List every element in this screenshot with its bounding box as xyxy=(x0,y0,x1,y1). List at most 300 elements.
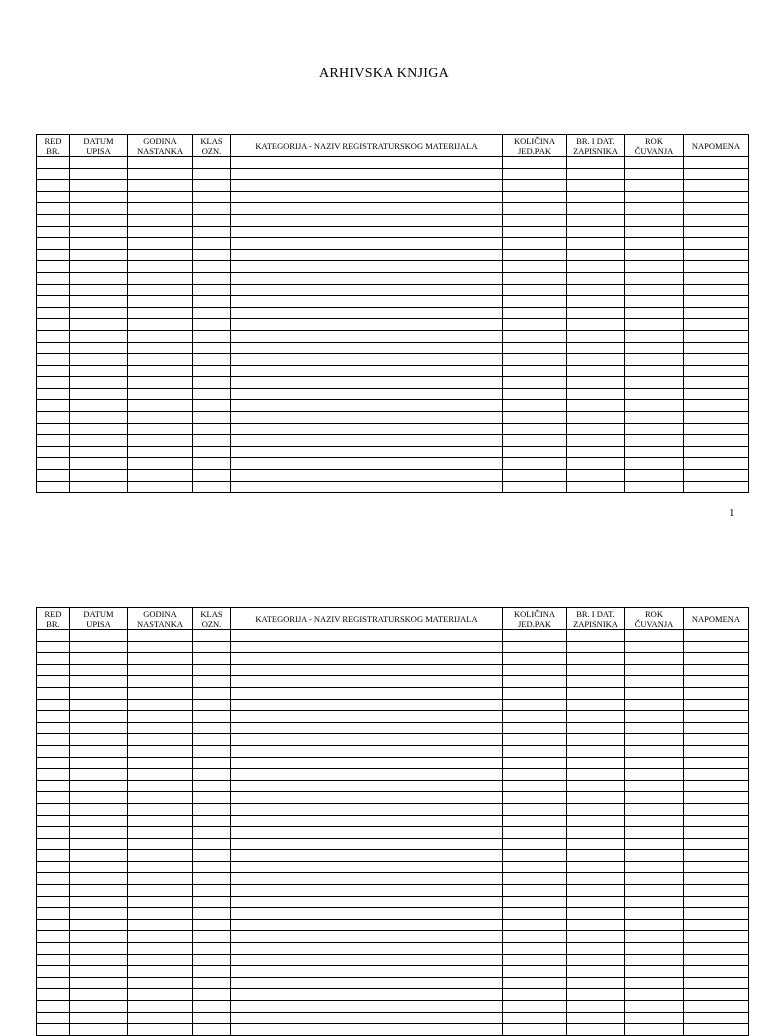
table-cell xyxy=(231,319,503,331)
table-row xyxy=(37,388,749,400)
table-cell xyxy=(128,1024,193,1036)
table-cell xyxy=(70,861,128,873)
table-cell xyxy=(684,989,749,1001)
table-cell xyxy=(625,827,684,839)
table-cell xyxy=(231,272,503,284)
table-cell xyxy=(503,989,567,1001)
table-cell xyxy=(503,803,567,815)
table-row xyxy=(37,377,749,389)
table-cell xyxy=(625,435,684,447)
table-cell xyxy=(128,850,193,862)
table-cell xyxy=(193,284,231,296)
table-cell xyxy=(128,966,193,978)
table-cell xyxy=(37,470,70,482)
table-row xyxy=(37,319,749,331)
table-cell xyxy=(503,931,567,943)
table-cell xyxy=(231,803,503,815)
table-cell xyxy=(193,458,231,470)
table-cell xyxy=(625,284,684,296)
table-cell xyxy=(70,435,128,447)
table-cell xyxy=(193,769,231,781)
table-cell xyxy=(567,1024,625,1036)
table-cell xyxy=(70,873,128,885)
table-cell xyxy=(193,861,231,873)
table-cell xyxy=(625,803,684,815)
table-cell xyxy=(684,815,749,827)
table-cell xyxy=(625,641,684,653)
table-cell xyxy=(70,458,128,470)
table-cell xyxy=(625,1012,684,1024)
table-cell xyxy=(684,330,749,342)
table-cell xyxy=(503,641,567,653)
table-cell xyxy=(70,1012,128,1024)
table-row xyxy=(37,481,749,493)
table-cell xyxy=(231,238,503,250)
table-cell xyxy=(37,261,70,273)
table-cell xyxy=(231,757,503,769)
table-cell xyxy=(37,203,70,215)
table-cell xyxy=(567,734,625,746)
table-row xyxy=(37,412,749,424)
table-cell xyxy=(70,722,128,734)
table-cell xyxy=(70,214,128,226)
table-cell xyxy=(625,180,684,192)
table-cell xyxy=(128,412,193,424)
table-cell xyxy=(128,272,193,284)
table-cell xyxy=(231,307,503,319)
table-cell xyxy=(684,157,749,169)
table-row xyxy=(37,342,749,354)
table-cell xyxy=(567,722,625,734)
table-cell xyxy=(684,908,749,920)
table-cell xyxy=(70,423,128,435)
table-cell xyxy=(567,446,625,458)
table-cell xyxy=(37,966,70,978)
table-cell xyxy=(193,931,231,943)
table-cell xyxy=(231,412,503,424)
table-cell xyxy=(231,896,503,908)
table-cell xyxy=(37,861,70,873)
table-row xyxy=(37,354,749,366)
table-cell xyxy=(684,664,749,676)
table-cell xyxy=(625,919,684,931)
column-header-napomena: NAPOMENA xyxy=(684,608,749,630)
table-cell xyxy=(193,745,231,757)
table-cell xyxy=(128,388,193,400)
table-cell xyxy=(193,653,231,665)
table-row xyxy=(37,919,749,931)
table-cell xyxy=(37,1012,70,1024)
table-cell xyxy=(567,954,625,966)
table-cell xyxy=(567,284,625,296)
table-cell xyxy=(625,157,684,169)
table-cell xyxy=(503,307,567,319)
table-cell xyxy=(503,249,567,261)
table-row xyxy=(37,711,749,723)
table-cell xyxy=(37,630,70,642)
table-header-row xyxy=(37,135,749,157)
table-cell xyxy=(128,803,193,815)
table-cell xyxy=(37,989,70,1001)
column-header-kolicina: KOLIČINA JED.PAK xyxy=(503,135,567,157)
table-cell xyxy=(625,908,684,920)
table-cell xyxy=(684,423,749,435)
table-cell xyxy=(128,676,193,688)
table-cell xyxy=(567,745,625,757)
table-cell xyxy=(70,966,128,978)
table-cell xyxy=(625,446,684,458)
table-row xyxy=(37,977,749,989)
table-cell xyxy=(567,214,625,226)
table-cell xyxy=(625,400,684,412)
table-cell xyxy=(567,769,625,781)
table-row xyxy=(37,769,749,781)
table-cell xyxy=(684,180,749,192)
table-cell xyxy=(193,687,231,699)
table-cell xyxy=(193,423,231,435)
table-row xyxy=(37,827,749,839)
table-row xyxy=(37,214,749,226)
table-cell xyxy=(625,850,684,862)
column-header-zapisnik: BR. I DAT. ZAPISNIKA xyxy=(567,608,625,630)
table-cell xyxy=(128,180,193,192)
table-cell xyxy=(128,238,193,250)
table-cell xyxy=(567,168,625,180)
table-cell xyxy=(231,641,503,653)
table-row xyxy=(37,745,749,757)
table-cell xyxy=(625,931,684,943)
table-header-row xyxy=(37,608,749,630)
table-cell xyxy=(193,919,231,931)
table-cell xyxy=(625,458,684,470)
table-cell xyxy=(231,687,503,699)
table-cell xyxy=(193,238,231,250)
table-cell xyxy=(70,977,128,989)
table-cell xyxy=(70,803,128,815)
table-cell xyxy=(231,943,503,955)
table-cell xyxy=(503,676,567,688)
table-cell xyxy=(684,354,749,366)
table-cell xyxy=(503,272,567,284)
table-row xyxy=(37,943,749,955)
table-cell xyxy=(503,977,567,989)
table-cell xyxy=(231,435,503,447)
table-cell xyxy=(128,423,193,435)
table-cell xyxy=(684,699,749,711)
table-cell xyxy=(128,261,193,273)
table-cell xyxy=(503,966,567,978)
table-cell xyxy=(70,815,128,827)
table-cell xyxy=(37,769,70,781)
table-cell xyxy=(684,238,749,250)
table-cell xyxy=(625,412,684,424)
table-cell xyxy=(684,653,749,665)
table-cell xyxy=(625,470,684,482)
table-cell xyxy=(625,214,684,226)
table-row xyxy=(37,630,749,642)
table-row xyxy=(37,423,749,435)
column-header-kategorija: KATEGORIJA - NAZIV REGISTRATURSKOG MATERIJALA xyxy=(231,608,503,630)
table-cell xyxy=(625,342,684,354)
table-cell xyxy=(503,653,567,665)
table-cell xyxy=(128,653,193,665)
table-row xyxy=(37,873,749,885)
table-cell xyxy=(70,377,128,389)
table-cell xyxy=(231,261,503,273)
table-cell xyxy=(70,157,128,169)
table-cell xyxy=(684,780,749,792)
table-cell xyxy=(193,481,231,493)
table-cell xyxy=(128,861,193,873)
table-cell xyxy=(128,354,193,366)
table-cell xyxy=(684,943,749,955)
table-cell xyxy=(625,757,684,769)
page-title: ARHIVSKA KNJIGA xyxy=(318,66,450,81)
archive-register-table xyxy=(36,607,749,1036)
table-cell xyxy=(625,307,684,319)
table-cell xyxy=(231,284,503,296)
table-cell xyxy=(684,896,749,908)
table-cell xyxy=(625,1024,684,1036)
table-cell xyxy=(503,792,567,804)
table-cell xyxy=(567,630,625,642)
page-number: 1 xyxy=(729,507,735,519)
table-cell xyxy=(567,711,625,723)
table-cell xyxy=(625,481,684,493)
table-cell xyxy=(684,1012,749,1024)
table-cell xyxy=(231,400,503,412)
table-cell xyxy=(625,423,684,435)
table-cell xyxy=(567,838,625,850)
table-cell xyxy=(567,943,625,955)
table-cell xyxy=(231,850,503,862)
table-cell xyxy=(503,838,567,850)
table-cell xyxy=(684,954,749,966)
table-cell xyxy=(70,481,128,493)
table-cell xyxy=(193,885,231,897)
table-cell xyxy=(625,943,684,955)
table-cell xyxy=(503,873,567,885)
table-cell xyxy=(70,238,128,250)
table-cell xyxy=(128,168,193,180)
table-cell xyxy=(567,885,625,897)
table-cell xyxy=(193,780,231,792)
table-cell xyxy=(70,203,128,215)
column-header-kolicina: KOLIČINA JED.PAK xyxy=(503,608,567,630)
table-cell xyxy=(37,342,70,354)
table-cell xyxy=(503,769,567,781)
table-cell xyxy=(193,827,231,839)
table-cell xyxy=(70,780,128,792)
table-cell xyxy=(625,792,684,804)
table-cell xyxy=(567,803,625,815)
table-cell xyxy=(37,191,70,203)
table-cell xyxy=(193,157,231,169)
table-cell xyxy=(231,792,503,804)
column-header-rok-cuvanja: ROK ČUVANJA xyxy=(625,135,684,157)
table-cell xyxy=(128,435,193,447)
table-cell xyxy=(128,377,193,389)
table-cell xyxy=(193,214,231,226)
table-row xyxy=(37,676,749,688)
table-cell xyxy=(503,954,567,966)
table-cell xyxy=(128,400,193,412)
table-cell xyxy=(37,977,70,989)
table-cell xyxy=(193,989,231,1001)
table-cell xyxy=(193,261,231,273)
table-cell xyxy=(128,481,193,493)
table-cell xyxy=(193,641,231,653)
table-cell xyxy=(128,319,193,331)
table-cell xyxy=(193,664,231,676)
table-cell xyxy=(231,838,503,850)
table-cell xyxy=(231,458,503,470)
table-cell xyxy=(684,191,749,203)
table-cell xyxy=(128,630,193,642)
table-cell xyxy=(684,319,749,331)
table-cell xyxy=(128,977,193,989)
table-cell xyxy=(128,734,193,746)
table-cell xyxy=(193,446,231,458)
table-cell xyxy=(193,191,231,203)
table-cell xyxy=(567,989,625,1001)
table-cell xyxy=(503,319,567,331)
table-cell xyxy=(128,827,193,839)
table-row xyxy=(37,722,749,734)
table-cell xyxy=(193,319,231,331)
table-row xyxy=(37,238,749,250)
table-cell xyxy=(567,319,625,331)
table-cell xyxy=(625,238,684,250)
column-header-klas-ozn: KLAS OZN. xyxy=(193,135,231,157)
table-row xyxy=(37,1012,749,1024)
table-cell xyxy=(193,1024,231,1036)
table-cell xyxy=(503,1012,567,1024)
table-cell xyxy=(70,412,128,424)
table-cell xyxy=(37,687,70,699)
column-header-datum-upisa: DATUM UPISA xyxy=(70,135,128,157)
table-cell xyxy=(193,435,231,447)
table-cell xyxy=(70,330,128,342)
table-cell xyxy=(684,745,749,757)
table-cell xyxy=(684,711,749,723)
table-cell xyxy=(567,827,625,839)
table-cell xyxy=(128,1012,193,1024)
table-cell xyxy=(70,641,128,653)
table-cell xyxy=(128,226,193,238)
table-cell xyxy=(37,676,70,688)
table-cell xyxy=(684,827,749,839)
table-cell xyxy=(567,1001,625,1013)
table-cell xyxy=(684,919,749,931)
table-row xyxy=(37,699,749,711)
table-cell xyxy=(128,296,193,308)
table-cell xyxy=(625,388,684,400)
table-cell xyxy=(567,157,625,169)
table-cell xyxy=(70,1001,128,1013)
table-cell xyxy=(567,354,625,366)
table-cell xyxy=(567,653,625,665)
table-cell xyxy=(70,180,128,192)
table-row xyxy=(37,296,749,308)
table-cell xyxy=(625,296,684,308)
table-cell xyxy=(70,850,128,862)
table-cell xyxy=(625,203,684,215)
table-cell xyxy=(567,400,625,412)
table-cell xyxy=(128,757,193,769)
table-cell xyxy=(231,354,503,366)
table-cell xyxy=(625,676,684,688)
table-cell xyxy=(684,676,749,688)
table-cell xyxy=(231,157,503,169)
table-cell xyxy=(231,191,503,203)
table-cell xyxy=(567,307,625,319)
table-cell xyxy=(37,365,70,377)
table-cell xyxy=(625,954,684,966)
table-cell xyxy=(503,850,567,862)
table-cell xyxy=(231,664,503,676)
table-cell xyxy=(231,676,503,688)
table-cell xyxy=(37,284,70,296)
table-cell xyxy=(37,435,70,447)
table-cell xyxy=(625,815,684,827)
table-cell xyxy=(231,734,503,746)
column-header-red-br: RED BR. xyxy=(37,608,70,630)
table-cell xyxy=(625,722,684,734)
table-cell xyxy=(684,435,749,447)
table-cell xyxy=(193,330,231,342)
table-cell xyxy=(231,214,503,226)
table-cell xyxy=(684,931,749,943)
table-cell xyxy=(37,711,70,723)
table-cell xyxy=(128,249,193,261)
table-cell xyxy=(128,873,193,885)
table-cell xyxy=(231,388,503,400)
table-cell xyxy=(231,249,503,261)
table-cell xyxy=(684,792,749,804)
table-cell xyxy=(684,977,749,989)
table-cell xyxy=(231,470,503,482)
table-cell xyxy=(193,296,231,308)
table-cell xyxy=(37,850,70,862)
table-row xyxy=(37,261,749,273)
table-cell xyxy=(70,827,128,839)
table-cell xyxy=(37,1024,70,1036)
table-row xyxy=(37,780,749,792)
table-cell xyxy=(625,896,684,908)
table-cell xyxy=(70,896,128,908)
table-cell xyxy=(625,734,684,746)
table-cell xyxy=(70,446,128,458)
table-row xyxy=(37,908,749,920)
table-cell xyxy=(193,803,231,815)
table-cell xyxy=(503,885,567,897)
table-cell xyxy=(684,470,749,482)
table-cell xyxy=(128,214,193,226)
table-cell xyxy=(684,412,749,424)
table-cell xyxy=(37,896,70,908)
table-cell xyxy=(37,1001,70,1013)
table-cell xyxy=(37,803,70,815)
table-cell xyxy=(70,226,128,238)
table-cell xyxy=(231,780,503,792)
table-cell xyxy=(128,931,193,943)
table-cell xyxy=(567,873,625,885)
table-cell xyxy=(128,792,193,804)
table-cell xyxy=(193,400,231,412)
table-cell xyxy=(231,446,503,458)
table-cell xyxy=(193,1012,231,1024)
